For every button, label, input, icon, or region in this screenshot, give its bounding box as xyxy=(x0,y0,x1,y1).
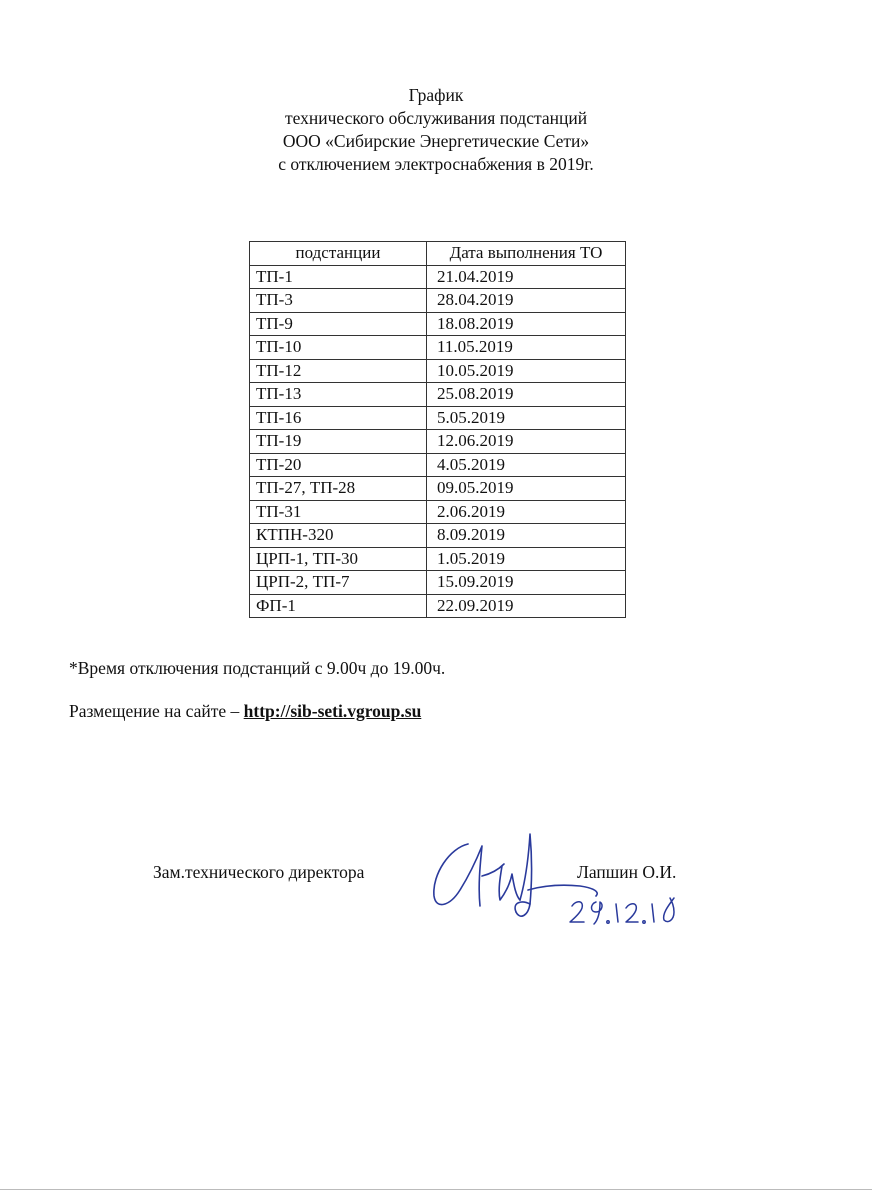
substation-cell: КТПН-320 xyxy=(250,524,427,548)
table-row xyxy=(250,312,626,336)
title-line-3: ООО «Сибирские Энергетические Сети» xyxy=(282,131,590,151)
substation-cell: ТП-3 xyxy=(250,289,427,313)
date-cell: 11.05.2019 xyxy=(427,336,626,360)
maintenance-schedule-table xyxy=(249,241,626,618)
table-row xyxy=(250,265,626,289)
substation-cell: ТП-20 xyxy=(250,453,427,477)
table-row xyxy=(250,359,626,383)
page-bottom-divider xyxy=(0,1189,872,1190)
table-row xyxy=(250,547,626,571)
signer-name: Лапшин О.И. xyxy=(577,862,677,882)
table-row xyxy=(250,500,626,524)
date-cell: 18.08.2019 xyxy=(427,312,626,336)
substation-cell: ТП-13 xyxy=(250,383,427,407)
table-row xyxy=(250,289,626,313)
date-cell: 4.05.2019 xyxy=(427,453,626,477)
site-placement-line xyxy=(69,701,421,722)
date-cell: 8.09.2019 xyxy=(427,524,626,548)
date-cell: 1.05.2019 xyxy=(427,547,626,571)
table-row xyxy=(250,571,626,595)
date-cell: 15.09.2019 xyxy=(427,571,626,595)
substation-cell: ФП-1 xyxy=(250,594,427,618)
date-cell: 25.08.2019 xyxy=(427,383,626,407)
table-header-row xyxy=(250,242,626,266)
table-row xyxy=(250,524,626,548)
table-row xyxy=(250,477,626,501)
substation-cell: ТП-19 xyxy=(250,430,427,454)
substation-cell: ТП-9 xyxy=(250,312,427,336)
title-line-1: График xyxy=(408,85,464,105)
signer-position: Зам.технического директора xyxy=(153,862,365,882)
title-line-2: технического обслуживания подстанций xyxy=(284,108,588,128)
substation-cell: ТП-31 xyxy=(250,500,427,524)
site-link[interactable]: http://sib-seti.vgroup.su xyxy=(243,701,422,721)
substation-cell: ТП-16 xyxy=(250,406,427,430)
date-cell: 12.06.2019 xyxy=(427,430,626,454)
site-prefix: Размещение на сайте – xyxy=(69,701,244,721)
date-cell: 22.09.2019 xyxy=(427,594,626,618)
substation-cell: ЦРП-1, ТП-30 xyxy=(250,547,427,571)
date-cell: 09.05.2019 xyxy=(427,477,626,501)
date-cell: 21.04.2019 xyxy=(427,265,626,289)
outage-time-note: *Время отключения подстанций с 9.00ч до 19.00ч. xyxy=(69,658,446,678)
date-cell: 28.04.2019 xyxy=(427,289,626,313)
table-row xyxy=(250,336,626,360)
substation-cell: ТП-12 xyxy=(250,359,427,383)
date-cell: 2.06.2019 xyxy=(427,500,626,524)
table-row xyxy=(250,406,626,430)
document-title xyxy=(0,84,872,176)
substation-cell: ТП-10 xyxy=(250,336,427,360)
date-cell: 5.05.2019 xyxy=(427,406,626,430)
title-line-4: с отключением электроснабжения в 2019г. xyxy=(278,154,594,174)
substation-cell: ТП-1 xyxy=(250,265,427,289)
header-date: Дата выполнения ТО xyxy=(427,242,626,266)
table-row xyxy=(250,453,626,477)
substation-cell: ЦРП-2, ТП-7 xyxy=(250,571,427,595)
date-cell: 10.05.2019 xyxy=(427,359,626,383)
table-row xyxy=(250,594,626,618)
table-row xyxy=(250,383,626,407)
header-substations: подстанции xyxy=(250,242,427,266)
table-row xyxy=(250,430,626,454)
substation-cell: ТП-27, ТП-28 xyxy=(250,477,427,501)
